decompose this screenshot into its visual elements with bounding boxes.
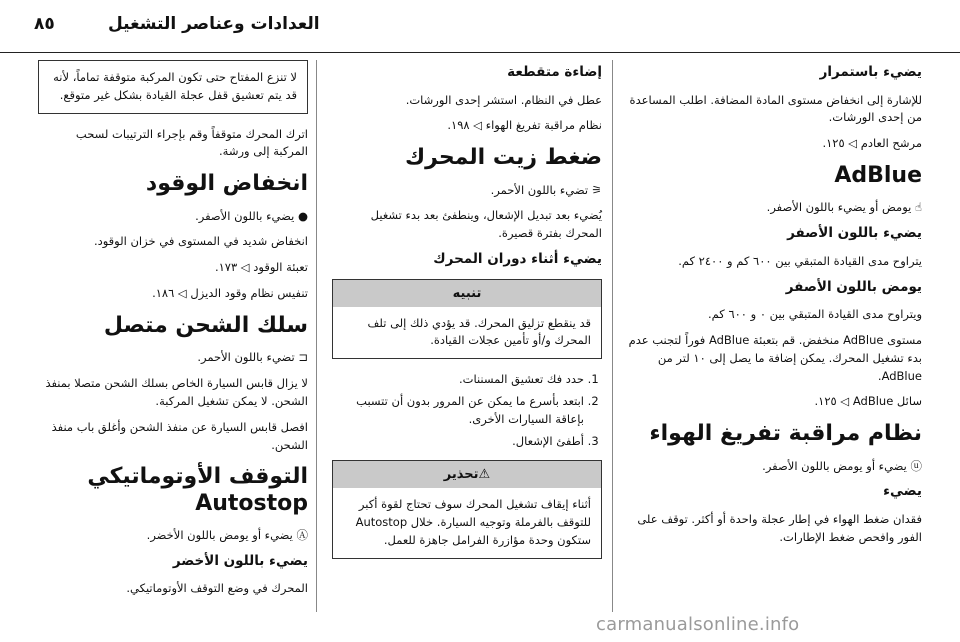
paragraph: فقدان ضغط الهواء في إطار عجلة واحدة أو أكثر. توقف على الفور وافحص ضغط الإطارات. (637, 511, 922, 544)
paragraph: ⚞ تضيء باللون الأحمر. (490, 182, 602, 197)
paragraph: انخفاض شديد في المستوى في خزان الوقود. (93, 234, 308, 249)
heading-oil-pressure: ضغط زيت المحرك (404, 145, 602, 171)
warning-title: ⚠تحذير (333, 461, 601, 488)
warning-body (333, 488, 601, 557)
notice-body (333, 307, 601, 359)
paragraph: اترك المحرك متوقفاً وقم بإجراء الترتيبات لسحب المركبة إلى ورشة. (75, 126, 308, 159)
paragraph: للإشارة إلى انخفاض مستوى المادة المضافة. اطلب المساعدة من إحدى الورشات. (629, 92, 922, 125)
list-item: 3. أطفئ الإشعال. (332, 433, 584, 451)
column-left (28, 60, 318, 612)
list-item: 2. ابتعد بأسرع ما يمكن عن المرور بدون أن تتسبب بإعاقة السيارات الأخرى. (332, 393, 584, 429)
column-middle (322, 60, 612, 612)
boxed-text: لا تنزع المفتاح حتى تكون المركبة متوقفة تماماً، لأنه قد يتم تعشيق قفل عجلة القيادة بشكل غير متوقع. (53, 70, 297, 102)
paragraph: ويتراوح مدى القيادة المتبقي بين ٠ و ٦٠٠ كم. (707, 307, 922, 322)
paragraph: مستوى AdBlue منخفض. قم بتعبئة AdBlue فوراً لتجنب عدم بدء تشغيل المحرك. يمكن إضافة ما يصل إلى ١٠ لتر من AdBlue. (628, 332, 922, 383)
page-header (0, 0, 960, 53)
paragraph: افصل قابس السيارة عن منفذ الشحن وأغلق باب منفذ الشحن. (51, 419, 308, 452)
notice-title: تنبيه (333, 280, 601, 307)
warning-box (332, 460, 602, 558)
heading-yellow-on: يضيء باللون الأصفر (787, 225, 922, 242)
paragraph: المحرك في وضع التوقف الأوتوماتيكي. (126, 581, 308, 596)
column-right (618, 60, 932, 612)
paragraph: ☝ يومض أو يضيء باللون الأصفر. (766, 200, 922, 215)
cross-reference: سائل AdBlue ◁ ١٢٥. (814, 394, 922, 409)
paragraph: يُضيء بعد تبديل الإشعال، وينطفئ بعد بدء تشغيل المحرك بفترة قصيرة. (370, 208, 602, 241)
heading-charging-cable: سلك الشحن متصل (103, 312, 308, 338)
heading-exhaust-monitor: نظام مراقبة تفريغ الهواء (649, 421, 922, 447)
column-divider (612, 60, 613, 612)
warning-text: أثناء إيقاف تشغيل المحرك سوف تحتاج لقوة أكبر للتوقف بالفرملة وتوجيه السيارة. خلال Autostop ستكون وحدة مؤازرة الفرامل جاهزة للعمل. (355, 497, 591, 548)
heading-continuous: يضيء باستمرار (819, 64, 922, 80)
heading-low-fuel: انخفاض الوقود (145, 171, 308, 197)
page-number: ٨٥ (34, 14, 55, 34)
steps-list (332, 371, 602, 450)
paragraph: ⓤ يضيء أو يومض باللون الأصفر. (762, 458, 922, 473)
paragraph: يتراوح مدى القيادة المتبقي بين ٦٠٠ كم و ٢٤٠٠ كم. (678, 253, 922, 268)
cross-reference: نظام مراقبة تفريغ الهواء ◁ ١٩٨. (447, 118, 602, 133)
cross-reference: تنفيس نظام وقود الديزل ◁ ١٨٦. (152, 286, 308, 301)
paragraph: ⊏ تضيء باللون الأحمر. (197, 350, 308, 365)
heading-flash: إضاءة متقطعة (507, 64, 602, 80)
heading-adblue: AdBlue (834, 162, 922, 188)
list-item: 1. حدد فك تعشيق المسننات. (332, 371, 584, 389)
section-title: العدادات وعناصر التشغيل (108, 14, 320, 34)
heading-green: يضيء باللون الأخضر (172, 552, 308, 569)
paragraph: عطل في النظام. استشر إحدى الورشات. (405, 92, 602, 107)
boxed-note (38, 60, 308, 114)
paragraph: لا يزال قابس السيارة الخاص بسلك الشحن متصلا بمنفذ الشحن. لا يمكن تشغيل المركبة. (45, 376, 308, 408)
cross-reference: مرشح العادم ◁ ١٢٥. (822, 136, 922, 151)
notice-box (332, 279, 602, 360)
paragraph: Ⓐ يضيء أو يومض باللون الأخضر. (146, 528, 308, 543)
watermark-text: carmanualsonline.info (596, 614, 800, 635)
heading-engine-running: يضيء أثناء دوران المحرك (433, 251, 602, 267)
cross-reference: تعبئة الوقود ◁ ١٧٣. (214, 260, 308, 275)
notice-text: قد ينقطع تزليق المحرك. قد يؤدي ذلك إلى تلف المحرك و/أو تأمين عجلات القيادة. (367, 315, 591, 348)
heading-yellow-flash: يومض باللون الأصفر (785, 278, 922, 295)
heading-autostop: التوقف الأوتوماتيكي Autostop (87, 464, 308, 516)
heading-lights: يضيء (883, 483, 922, 500)
paragraph: ● يضيء باللون الأصفر. (195, 208, 308, 223)
